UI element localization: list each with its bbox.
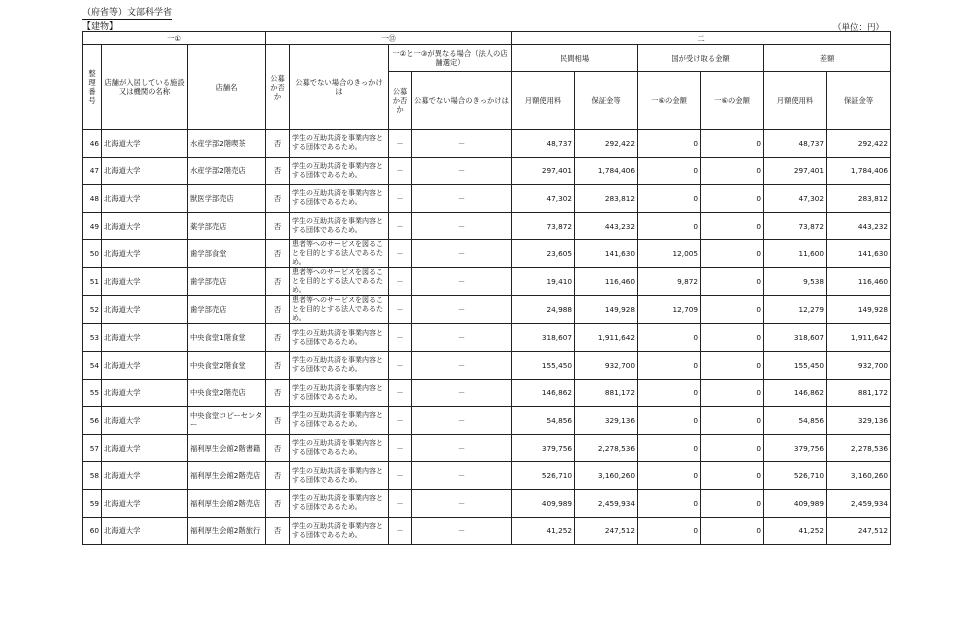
facility-name: 北海道大学: [102, 130, 188, 158]
col-monthly: 月額使用料: [512, 72, 575, 130]
reason-text: 学生の互助共済を事業内容とする団体であるため。: [290, 351, 389, 379]
market-monthly: 41,252: [512, 517, 575, 545]
facility-name: 北海道大学: [102, 240, 188, 268]
amount-6a: 0: [638, 407, 701, 435]
reason-text: 学生の互助共済を事業内容とする団体であるため。: [290, 434, 389, 462]
public-flag-2: －: [389, 324, 412, 352]
store-name: 中央食堂2階売店: [188, 379, 266, 407]
facility-name: 北海道大学: [102, 157, 188, 185]
category-label: 【建物】: [82, 22, 119, 32]
market-monthly: 54,856: [512, 407, 575, 435]
row-number: 49: [83, 212, 102, 240]
diff-deposit: 1,784,406: [827, 157, 891, 185]
reason-text: 患者等へのサービスを図ることを目的とする法人であるため。: [290, 296, 389, 324]
row-number: 48: [83, 185, 102, 213]
public-flag-2: －: [389, 351, 412, 379]
reason-text-2: －: [412, 212, 512, 240]
market-monthly: 318,607: [512, 324, 575, 352]
reason-text: 学生の互助共済を事業内容とする団体であるため。: [290, 185, 389, 213]
col-group-2: 二: [512, 32, 891, 45]
facility-name: 北海道大学: [102, 212, 188, 240]
amount-6b: 0: [701, 268, 764, 296]
market-monthly: 526,710: [512, 462, 575, 490]
table-row: [83, 296, 891, 324]
market-deposit: 1,911,642: [575, 324, 638, 352]
market-deposit: 2,459,934: [575, 489, 638, 517]
public-flag-2: －: [389, 268, 412, 296]
amount-6a: 12,005: [638, 240, 701, 268]
facility-name: 北海道大学: [102, 434, 188, 462]
public-flag: 否: [266, 212, 290, 240]
diff-monthly: 409,989: [764, 489, 827, 517]
diff-deposit: 247,512: [827, 517, 891, 545]
diff-monthly: 11,600: [764, 240, 827, 268]
facility-name: 北海道大学: [102, 489, 188, 517]
facility-name: 北海道大学: [102, 407, 188, 435]
data-table: [82, 31, 891, 545]
reason-text-2: －: [412, 434, 512, 462]
store-name: 水産学部2階喫茶: [188, 130, 266, 158]
diff-monthly: 54,856: [764, 407, 827, 435]
amount-6a: 12,709: [638, 296, 701, 324]
public-flag: 否: [266, 268, 290, 296]
amount-6a: 0: [638, 351, 701, 379]
col-reason2: 公募でない場合のきっかけは: [412, 72, 512, 130]
public-flag-2: －: [389, 407, 412, 435]
market-deposit: 3,160,260: [575, 462, 638, 490]
amount-6a: 0: [638, 434, 701, 462]
row-number: 52: [83, 296, 102, 324]
reason-text: 学生の互助共済を事業内容とする団体であるため。: [290, 212, 389, 240]
amount-6b: 0: [701, 157, 764, 185]
public-flag: 否: [266, 379, 290, 407]
reason-text-2: －: [412, 296, 512, 324]
diff-deposit: 932,700: [827, 351, 891, 379]
diff-monthly: 9,538: [764, 268, 827, 296]
store-name: 歯学部食堂: [188, 240, 266, 268]
public-flag: 否: [266, 324, 290, 352]
table-row: [83, 324, 891, 352]
store-name: 福利厚生会館2階売店: [188, 462, 266, 490]
public-flag: 否: [266, 434, 290, 462]
amount-6a: 0: [638, 517, 701, 545]
facility-name: 北海道大学: [102, 268, 188, 296]
market-monthly: 73,872: [512, 212, 575, 240]
reason-text: 学生の互助共済を事業内容とする団体であるため。: [290, 130, 389, 158]
market-deposit: 443,232: [575, 212, 638, 240]
amount-6b: 0: [701, 212, 764, 240]
public-flag: 否: [266, 351, 290, 379]
reason-text-2: －: [412, 130, 512, 158]
diff-deposit: 292,422: [827, 130, 891, 158]
public-flag: 否: [266, 296, 290, 324]
amount-6b: 0: [701, 379, 764, 407]
public-flag: 否: [266, 489, 290, 517]
store-name: 歯学部売店: [188, 268, 266, 296]
diff-deposit: 3,160,260: [827, 462, 891, 490]
reason-text: 学生の互助共済を事業内容とする団体であるため。: [290, 517, 389, 545]
market-deposit: 932,700: [575, 351, 638, 379]
table-row: [83, 240, 891, 268]
col-public: 公募か否か: [266, 45, 290, 130]
table-row: [83, 130, 891, 158]
col-diff-monthly: 月額使用料: [764, 72, 827, 130]
table-body: [83, 130, 891, 545]
col-market: 民間相場: [512, 45, 638, 72]
row-number: 51: [83, 268, 102, 296]
store-name: 水産学部2階売店: [188, 157, 266, 185]
reason-text-2: －: [412, 407, 512, 435]
amount-6b: 0: [701, 296, 764, 324]
market-monthly: 19,410: [512, 268, 575, 296]
market-deposit: 292,422: [575, 130, 638, 158]
col-deposit: 保証金等: [575, 72, 638, 130]
public-flag-2: －: [389, 462, 412, 490]
diff-monthly: 379,756: [764, 434, 827, 462]
diff-monthly: 297,401: [764, 157, 827, 185]
reason-text-2: －: [412, 240, 512, 268]
reason-text: 学生の互助共済を事業内容とする団体であるため。: [290, 157, 389, 185]
row-number: 57: [83, 434, 102, 462]
market-monthly: 146,862: [512, 379, 575, 407]
public-flag-2: －: [389, 240, 412, 268]
public-flag-2: －: [389, 517, 412, 545]
market-monthly: 155,450: [512, 351, 575, 379]
amount-6a: 0: [638, 379, 701, 407]
diff-deposit: 2,459,934: [827, 489, 891, 517]
store-name: 中央食堂2階食堂: [188, 351, 266, 379]
table-row: [83, 379, 891, 407]
table-row: [83, 212, 891, 240]
store-name: 獣医学部売店: [188, 185, 266, 213]
facility-name: 北海道大学: [102, 351, 188, 379]
reason-text-2: －: [412, 517, 512, 545]
amount-6a: 0: [638, 324, 701, 352]
diff-deposit: 2,278,536: [827, 434, 891, 462]
facility-name: 北海道大学: [102, 296, 188, 324]
table-row: [83, 268, 891, 296]
row-number: 56: [83, 407, 102, 435]
public-flag: 否: [266, 462, 290, 490]
col-receive: 国が受け取る金額: [638, 45, 764, 72]
reason-text: 学生の互助共済を事業内容とする団体であるため。: [290, 489, 389, 517]
diff-deposit: 149,928: [827, 296, 891, 324]
public-flag: 否: [266, 407, 290, 435]
amount-6b: 0: [701, 489, 764, 517]
diff-deposit: 141,630: [827, 240, 891, 268]
amount-6b: 0: [701, 240, 764, 268]
public-flag-2: －: [389, 185, 412, 213]
diff-monthly: 526,710: [764, 462, 827, 490]
reason-text: 学生の互助共済を事業内容とする団体であるため。: [290, 379, 389, 407]
col-amt6b: 一⑥の金額: [701, 72, 764, 130]
market-monthly: 409,989: [512, 489, 575, 517]
amount-6a: 0: [638, 212, 701, 240]
table-row: [83, 407, 891, 435]
diff-monthly: 318,607: [764, 324, 827, 352]
reason-text-2: －: [412, 268, 512, 296]
market-deposit: 247,512: [575, 517, 638, 545]
amount-6a: 9,872: [638, 268, 701, 296]
col-diff-deposit: 保証金等: [827, 72, 891, 130]
amount-6b: 0: [701, 407, 764, 435]
diff-monthly: 41,252: [764, 517, 827, 545]
col-store: 店舗名: [188, 45, 266, 130]
diff-deposit: 881,172: [827, 379, 891, 407]
amount-6b: 0: [701, 130, 764, 158]
amount-6a: 0: [638, 185, 701, 213]
amount-6b: 0: [701, 434, 764, 462]
table-row: [83, 489, 891, 517]
unit-label: （単位：円）: [832, 23, 884, 33]
amount-6b: 0: [701, 185, 764, 213]
reason-text: 患者等へのサービスを図ることを目的とする法人であるため。: [290, 240, 389, 268]
facility-name: 北海道大学: [102, 324, 188, 352]
amount-6a: 0: [638, 489, 701, 517]
store-name: 福利厚生会館2階書籍: [188, 434, 266, 462]
row-number: 47: [83, 157, 102, 185]
table-row: [83, 157, 891, 185]
table-row: [83, 462, 891, 490]
row-number: 53: [83, 324, 102, 352]
market-deposit: 149,928: [575, 296, 638, 324]
public-flag-2: －: [389, 212, 412, 240]
public-flag-2: －: [389, 489, 412, 517]
market-deposit: 141,630: [575, 240, 638, 268]
store-name: 福利厚生会館2階旅行: [188, 517, 266, 545]
facility-name: 北海道大学: [102, 517, 188, 545]
reason-text-2: －: [412, 489, 512, 517]
amount-6b: 0: [701, 517, 764, 545]
market-monthly: 23,605: [512, 240, 575, 268]
col-reason: 公募でない場合のきっかけは: [290, 45, 389, 130]
reason-text-2: －: [412, 185, 512, 213]
market-deposit: 116,460: [575, 268, 638, 296]
diff-deposit: 116,460: [827, 268, 891, 296]
diff-monthly: 12,279: [764, 296, 827, 324]
row-number: 55: [83, 379, 102, 407]
row-number: 46: [83, 130, 102, 158]
diff-deposit: 283,812: [827, 185, 891, 213]
diff-deposit: 329,136: [827, 407, 891, 435]
amount-6b: 0: [701, 351, 764, 379]
diff-monthly: 155,450: [764, 351, 827, 379]
table-row: [83, 517, 891, 545]
reason-text: 学生の互助共済を事業内容とする団体であるため。: [290, 407, 389, 435]
header-row-top: [83, 32, 891, 45]
market-deposit: 1,784,406: [575, 157, 638, 185]
public-flag-2: －: [389, 130, 412, 158]
col-amt6a: 一⑥の金額: [638, 72, 701, 130]
col-diff: 差額: [764, 45, 891, 72]
store-name: 中央食堂コピーセンター: [188, 407, 266, 435]
market-monthly: 47,302: [512, 185, 575, 213]
store-name: 歯学部売店: [188, 296, 266, 324]
amount-6b: 0: [701, 324, 764, 352]
reason-text-2: －: [412, 379, 512, 407]
market-monthly: 297,401: [512, 157, 575, 185]
reason-text-2: －: [412, 351, 512, 379]
market-monthly: 379,756: [512, 434, 575, 462]
reason-text: 学生の互助共済を事業内容とする団体であるため。: [290, 462, 389, 490]
reason-text-2: －: [412, 157, 512, 185]
table-row: [83, 434, 891, 462]
market-monthly: 48,737: [512, 130, 575, 158]
diff-monthly: 146,862: [764, 379, 827, 407]
store-name: 福利厚生会館2階売店: [188, 489, 266, 517]
facility-name: 北海道大学: [102, 379, 188, 407]
col-group-diff: 一②と一③が異なる場合（法人の店舗選定）: [389, 45, 512, 72]
diff-monthly: 47,302: [764, 185, 827, 213]
diff-deposit: 1,911,642: [827, 324, 891, 352]
reason-text: 学生の互助共済を事業内容とする団体であるため。: [290, 324, 389, 352]
reason-text-2: －: [412, 324, 512, 352]
public-flag: 否: [266, 517, 290, 545]
table-row: [83, 185, 891, 213]
diff-monthly: 48,737: [764, 130, 827, 158]
facility-name: 北海道大学: [102, 185, 188, 213]
public-flag: 否: [266, 185, 290, 213]
col-group-1: 一①: [83, 32, 266, 45]
market-deposit: 283,812: [575, 185, 638, 213]
header-row-mid: [83, 45, 891, 72]
store-name: 中央食堂1階食堂: [188, 324, 266, 352]
market-deposit: 881,172: [575, 379, 638, 407]
row-number: 58: [83, 462, 102, 490]
document-header: [82, 8, 172, 33]
amount-6a: 0: [638, 462, 701, 490]
amount-6a: 0: [638, 130, 701, 158]
public-flag: 否: [266, 157, 290, 185]
col-public2: 公募か否か: [389, 72, 412, 130]
col-group-13: 一⑬: [266, 32, 512, 45]
row-number: 60: [83, 517, 102, 545]
row-number: 59: [83, 489, 102, 517]
reason-text-2: －: [412, 462, 512, 490]
market-deposit: 329,136: [575, 407, 638, 435]
public-flag-2: －: [389, 157, 412, 185]
store-name: 薬学部売店: [188, 212, 266, 240]
facility-name: 北海道大学: [102, 462, 188, 490]
public-flag-2: －: [389, 296, 412, 324]
public-flag: 否: [266, 130, 290, 158]
row-number: 50: [83, 240, 102, 268]
col-no: 整理番号: [83, 45, 102, 130]
amount-6b: 0: [701, 462, 764, 490]
public-flag: 否: [266, 240, 290, 268]
diff-deposit: 443,232: [827, 212, 891, 240]
diff-monthly: 73,872: [764, 212, 827, 240]
public-flag-2: －: [389, 434, 412, 462]
reason-text: 患者等へのサービスを図ることを目的とする法人であるため。: [290, 268, 389, 296]
public-flag-2: －: [389, 379, 412, 407]
market-deposit: 2,278,536: [575, 434, 638, 462]
ministry-label: （府省等）文部科学省: [82, 8, 173, 18]
amount-6a: 0: [638, 157, 701, 185]
table-row: [83, 351, 891, 379]
col-facility: 店舗が入居している施設又は機関の名称: [102, 45, 188, 130]
row-number: 54: [83, 351, 102, 379]
market-monthly: 24,988: [512, 296, 575, 324]
